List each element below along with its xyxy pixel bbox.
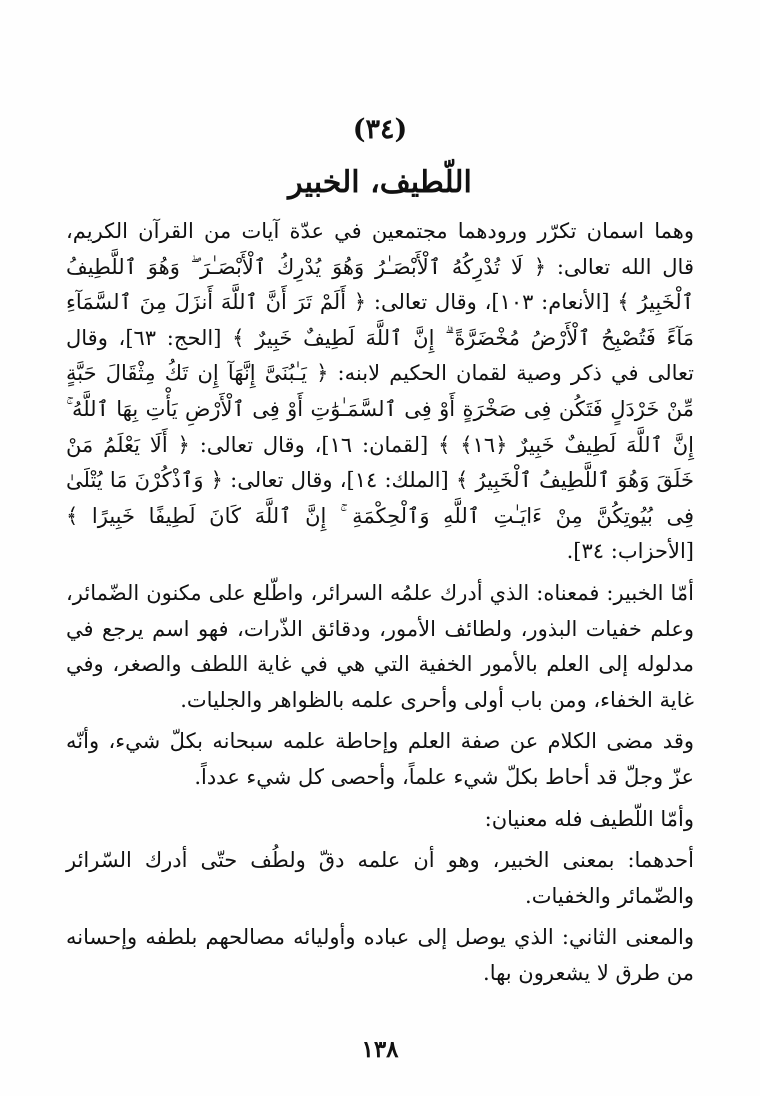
paragraph-second-meaning: والمعنى الثاني: الذي يوصل إلى عباده وأوليائه مصالحهم بلطفه وإحسانه من طرق لا يشعرون بها. <box>66 925 694 985</box>
paragraph-al-khabir: أمّا الخبير: فمعناه: الذي أدرك علمُه السرائر، واطّلع على مكنون الضّمائر، وعلم خفيات البذور، ولطائف الأمور، ودقائق الذّرات، فهو اسم يرجع في مدلوله إلى العلم بالأمور الخفية التي هي في غاية اللطف والصغر، وفي غاية الخفاء، ومن باب أولى وأحرى علمه بالظواهر والجليات. <box>66 580 694 712</box>
paragraph-al-latif-intro: وأمّا اللّطيف فله معنيان: <box>484 806 694 831</box>
chapter-number: (٣٤) <box>352 114 408 145</box>
paragraph-first-meaning: أحدهما: بمعنى الخبير، وهو أن علمه دقّ ولطُف حتّى أدرك السّرائر والضّمائر والخفيات. <box>66 848 694 908</box>
paragraph-verses: وهما اسمان تكرّر ورودهما مجتمعين في عدّة آيات من القرآن الكريم، قال الله تعالى: ﴿ لَا تُدْرِكُهُ ٱلْأَبْصَـٰرُ وَهُوَ يُدْرِكُ ٱلْأَبْصَـٰرَ ۖ وَهُوَ ٱللَّطِيفُ ٱلْخَبِيرُ ﴾ [الأنعام: ١٠٣]، وقال تعالى: ﴿ أَلَمْ تَرَ أَنَّ ٱللَّهَ أَنزَلَ مِنَ ٱلسَّمَآءِ مَآءً فَتُصْبِحُ ٱلْأَرْضُ مُخْضَرَّةً ۗ إِنَّ ٱللَّهَ لَطِيفٌ خَبِيرٌ ﴾ [الحج: ٦٣]، وقال تعالى في ذكر وصية لقمان الحكيم لابنه: ﴿ يَـٰبُنَىَّ إِنَّهَآ إِن تَكُ مِثْقَالَ حَبَّةٍ مِّنْ خَرْدَلٍ فَتَكُن فِى صَخْرَةٍ أَوْ فِى ٱلسَّمَـٰوَٰتِ أَوْ فِى ٱلْأَرْضِ يَأْتِ بِهَا ٱللَّهُ ۚ إِنَّ ٱللَّهَ لَطِيفٌ خَبِيرٌ ﴿١٦﴾ ﴾ [لقمان: ١٦]، وقال تعالى: ﴿ أَلَا يَعْلَمُ مَنْ خَلَقَ وَهُوَ ٱللَّطِيفُ ٱلْخَبِيرُ ﴾ [الملك: ١٤]، وقال تعالى: ﴿ وَٱذْكُرْنَ مَا يُتْلَىٰ فِى بُيُوتِكُنَّ مِنْ ءَايَـٰتِ ٱللَّهِ وَٱلْحِكْمَةِ ۚ إِنَّ ٱللَّهَ كَانَ لَطِيفًا خَبِيرًا ﴾ [الأحزاب: ٣٤]. <box>66 219 695 564</box>
paragraph-knowledge: وقد مضى الكلام عن صفة العلم وإحاطة علمه سبحانه بكلّ شيء، وأنّه عزّ وجلّ قد أحاط بكلّ شيء علماً، وأحصى كل شيء عدداً. <box>66 729 694 789</box>
chapter-title: اللّطيف، الخبير <box>288 165 472 200</box>
page-number: ١٣٨ <box>361 1036 399 1063</box>
body-text <box>66 214 694 991</box>
